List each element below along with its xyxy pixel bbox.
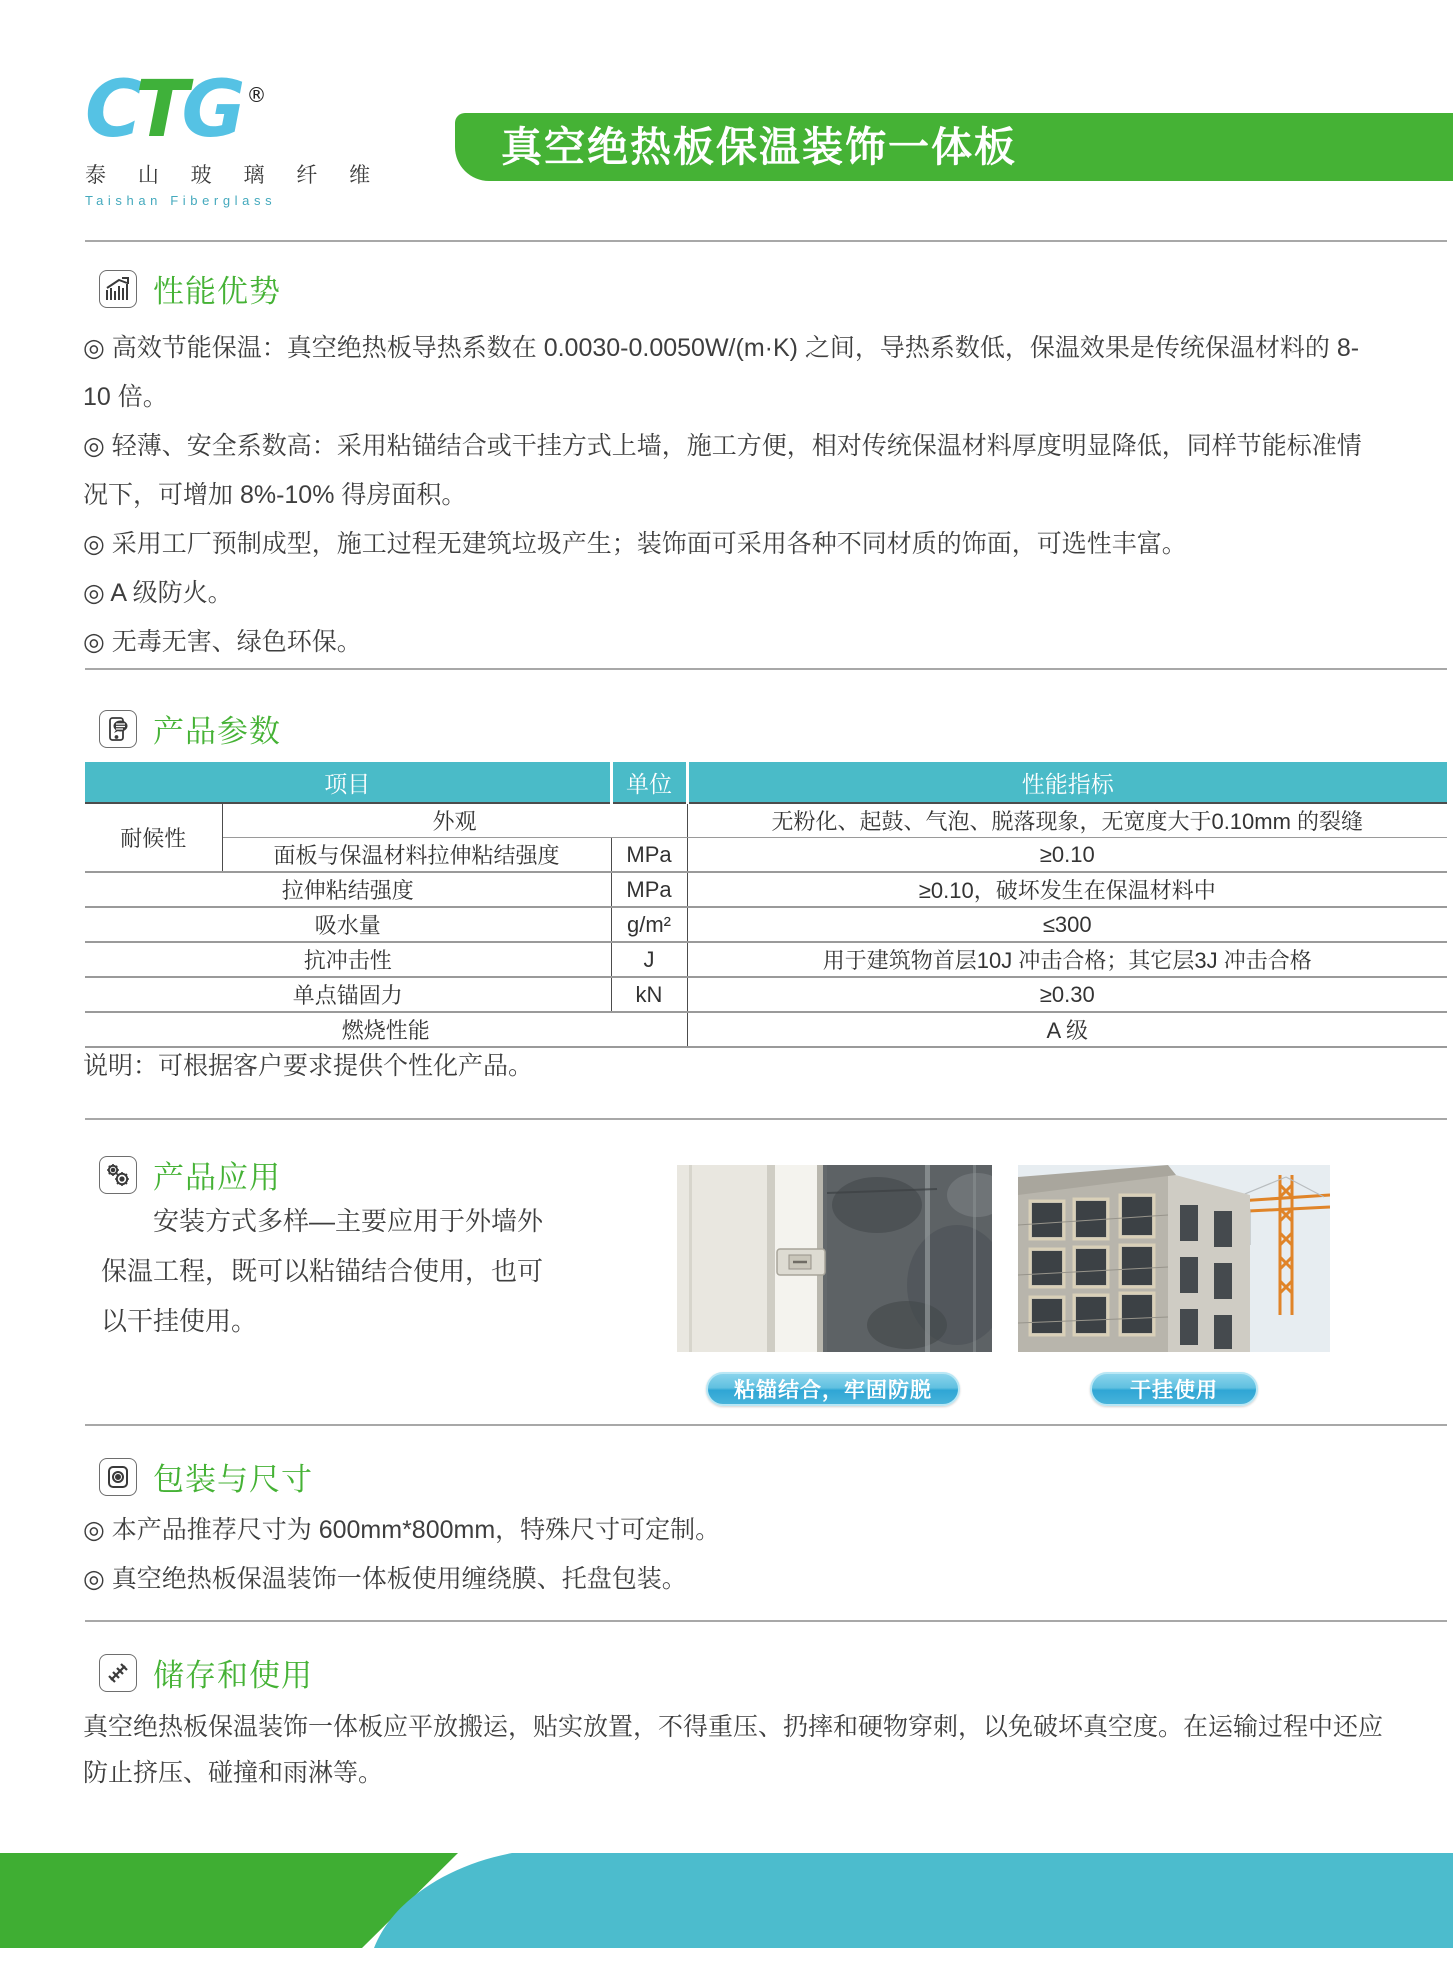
cell-value: ≥0.30 bbox=[687, 977, 1447, 1012]
cell-value: 无粉化、起鼓、气泡、脱落现象，无宽度大于0.10mm 的裂缝 bbox=[687, 803, 1447, 838]
cell-unit: J bbox=[611, 942, 687, 977]
page-title: 真空绝热板保温装饰一体板 bbox=[501, 124, 1017, 170]
advantage-bullet: ◎ 高效节能保温：真空绝热板导热系数在 0.0030-0.0050W/(m·K) 之间，导热系数低，保温效果是传统保温材料的 8-10 倍。 bbox=[83, 334, 1360, 411]
cell-item: 外观 bbox=[222, 803, 687, 838]
table-row bbox=[85, 977, 1447, 1012]
section-title: 产品应用 bbox=[153, 1160, 281, 1195]
section-title: 产品参数 bbox=[153, 714, 281, 749]
cell-item: 抗冲击性 bbox=[85, 942, 611, 977]
footer-teal-shape bbox=[374, 1853, 1453, 1948]
logo-letter-t: T bbox=[135, 65, 182, 155]
packaging-bullet: ◎ 真空绝热板保温装饰一体板使用缠绕膜、托盘包装。 bbox=[83, 1565, 687, 1593]
cell-item: 吸水量 bbox=[85, 907, 611, 942]
section-divider bbox=[85, 1118, 1447, 1120]
section-title: 包装与尺寸 bbox=[153, 1462, 313, 1497]
photo-building-drymount bbox=[1018, 1165, 1330, 1352]
section-divider bbox=[85, 240, 1447, 242]
photo-anchor-mount-closeup bbox=[677, 1165, 992, 1352]
advantage-bullet: ◎ 采用工厂预制成型，施工过程无建筑垃圾产生；装饰面可采用各种不同材质的饰面，可选性丰富。 bbox=[83, 530, 1187, 558]
applications-text bbox=[101, 1196, 553, 1346]
logo-tagline-cn: 泰 山 玻 璃 纤 维 bbox=[85, 164, 384, 187]
advantage-bullet: ◎ 无毒无害、绿色环保。 bbox=[83, 628, 362, 656]
brand-logo bbox=[85, 56, 385, 208]
section-header-packaging bbox=[99, 1454, 313, 1499]
advantages-bullet-list bbox=[83, 324, 1383, 667]
table-row bbox=[85, 942, 1447, 977]
column-header-item: 项目 bbox=[85, 762, 611, 803]
table-row bbox=[85, 872, 1447, 907]
cell-value: ≤300 bbox=[687, 907, 1447, 942]
section-title: 储存和使用 bbox=[153, 1658, 313, 1693]
section-header-advantages bbox=[99, 266, 281, 311]
applications-paragraph: 安装方式多样—主要应用于外墙外保温工程，既可以粘锚结合使用，也可以干挂使用。 bbox=[101, 1206, 544, 1336]
growth-chart-icon bbox=[99, 270, 137, 308]
cell-unit: MPa bbox=[611, 838, 687, 873]
storage-text bbox=[83, 1704, 1383, 1796]
cell-item: 单点锚固力 bbox=[85, 977, 611, 1012]
logo-letter-g: G bbox=[181, 65, 239, 155]
footer-band bbox=[0, 1853, 1453, 1948]
row-group-label: 耐候性 bbox=[85, 803, 222, 872]
cell-unit: kN bbox=[611, 977, 687, 1012]
table-row bbox=[85, 1012, 1447, 1047]
cell-unit: MPa bbox=[611, 872, 687, 907]
advantage-bullet: ◎ 轻薄、安全系数高：采用粘锚结合或干挂方式上墙，施工方便，相对传统保温材料厚度明显降低，同样节能标准情况下，可增加 8%-10% 得房面积。 bbox=[83, 432, 1362, 509]
packaging-bullet: ◎ 本产品推荐尺寸为 600mm*800mm，特殊尺寸可定制。 bbox=[83, 1516, 721, 1544]
cell-item: 面板与保温材料拉伸粘结强度 bbox=[222, 838, 611, 873]
cell-item: 燃烧性能 bbox=[85, 1012, 687, 1047]
cell-value: A 级 bbox=[687, 1012, 1447, 1047]
section-header-storage bbox=[99, 1650, 313, 1695]
caption-badge-anchor: 粘锚结合，牢固防脱 bbox=[706, 1372, 960, 1406]
advantage-bullet: ◎ A 级防火。 bbox=[83, 579, 233, 607]
cell-unit: g/m² bbox=[611, 907, 687, 942]
registered-trademark-mark: ® bbox=[246, 83, 267, 107]
column-header-unit: 单位 bbox=[611, 762, 687, 803]
table-row bbox=[85, 838, 1447, 873]
cell-value: ≥0.10 bbox=[687, 838, 1447, 873]
table-note: 说明：可根据客户要求提供个性化产品。 bbox=[83, 1052, 534, 1080]
gears-icon bbox=[99, 1156, 137, 1194]
logo-tagline-en: Taishan Fiberglass bbox=[85, 193, 277, 208]
column-header-spec: 性能指标 bbox=[687, 762, 1447, 803]
parameters-table bbox=[85, 762, 1447, 1048]
caption-badge-drymount: 干挂使用 bbox=[1090, 1372, 1258, 1406]
table-row bbox=[85, 907, 1447, 942]
section-title: 性能优势 bbox=[153, 274, 281, 309]
logo-ctg-letters bbox=[85, 56, 385, 155]
packaging-bullet-list bbox=[83, 1506, 1383, 1604]
section-divider bbox=[85, 1424, 1447, 1426]
logo-letter-c: C bbox=[85, 65, 136, 155]
table-row bbox=[85, 803, 1447, 838]
section-divider bbox=[85, 668, 1447, 670]
section-divider bbox=[85, 1620, 1447, 1622]
phone-chat-icon bbox=[99, 710, 137, 748]
title-banner bbox=[455, 113, 1453, 181]
table-header-row bbox=[85, 762, 1447, 803]
storage-paragraph: 真空绝热板保温装饰一体板应平放搬运，贴实放置，不得重压、扔摔和硬物穿刺，以免破坏真空度。在运输过程中还应防止挤压、碰撞和雨淋等。 bbox=[83, 1713, 1384, 1787]
package-icon bbox=[99, 1458, 137, 1496]
cell-item: 拉伸粘结强度 bbox=[85, 872, 611, 907]
cell-value: 用于建筑物首层10J 冲击合格；其它层3J 冲击合格 bbox=[687, 942, 1447, 977]
section-header-applications bbox=[99, 1152, 281, 1197]
cell-value: ≥0.10，破坏发生在保温材料中 bbox=[687, 872, 1447, 907]
section-header-parameters bbox=[99, 706, 281, 751]
handling-icon bbox=[99, 1654, 137, 1692]
